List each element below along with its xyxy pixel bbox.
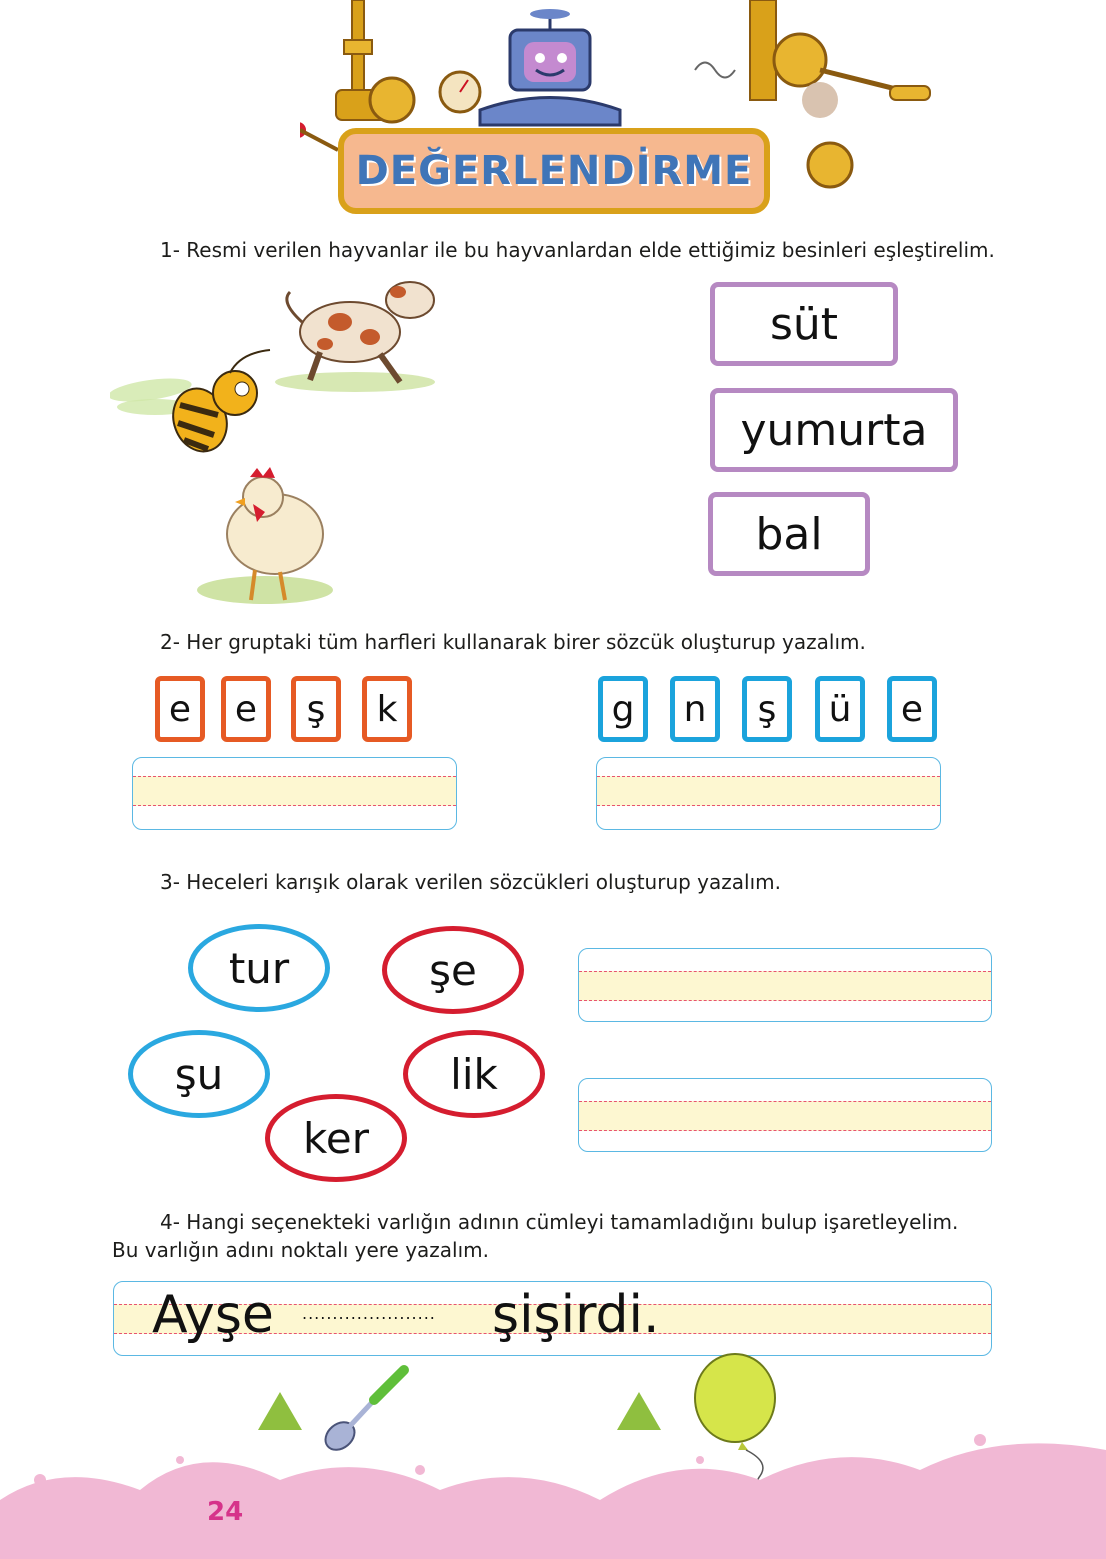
chicken-illustration — [195, 462, 335, 612]
question-4-prompt-line2: Bu varlığın adını noktalı yere yazalım. — [112, 1238, 490, 1262]
letter-box — [598, 676, 648, 742]
letter-box — [887, 676, 937, 742]
letter: g — [611, 688, 635, 730]
syllable: şe — [429, 945, 477, 995]
answer-line-word2[interactable] — [578, 1078, 992, 1152]
sentence-end: şişirdi. — [492, 1285, 660, 1345]
letter-box — [362, 676, 412, 742]
word-box-sut[interactable] — [710, 282, 898, 366]
question-4-prompt-line1: 4- Hangi seçenekteki varlığın adının cümleyi tamamladığını bulup işaretleyelim. — [160, 1210, 959, 1234]
letter-box — [155, 676, 205, 742]
syllable: lik — [450, 1049, 498, 1099]
answer-line-group2[interactable] — [596, 757, 941, 830]
answer-line-word1[interactable] — [578, 948, 992, 1022]
letter: e — [900, 688, 924, 730]
letter-box — [815, 676, 865, 742]
bee-illustration — [110, 345, 290, 470]
sentence-blank[interactable]: ...................... — [302, 1304, 436, 1323]
question-3-prompt: 3- Heceleri karışık olarak verilen sözcükleri oluşturup yazalım. — [160, 870, 781, 894]
cow-illustration — [270, 272, 450, 402]
pink-splash-decoration — [0, 1420, 1106, 1559]
letter-box — [291, 676, 341, 742]
syllable-bubble — [403, 1030, 545, 1118]
word-box-bal[interactable] — [708, 492, 870, 576]
syllable: ker — [303, 1113, 369, 1163]
letter-box — [221, 676, 271, 742]
letter: k — [376, 688, 398, 730]
syllable: şu — [174, 1049, 224, 1099]
section-title-banner — [338, 128, 770, 214]
letter-box — [742, 676, 792, 742]
word-label: bal — [755, 508, 823, 560]
question-1-prompt: 1- Resmi verilen hayvanlar ile bu hayvanlardan elde ettiğimiz besinleri eşleştirelim. — [160, 238, 995, 262]
syllable-bubble — [188, 924, 330, 1012]
answer-line-group1[interactable] — [132, 757, 457, 830]
syllable-bubble — [265, 1094, 407, 1182]
syllable: tur — [228, 943, 290, 993]
letter: ü — [828, 688, 852, 730]
letter: n — [683, 688, 707, 730]
syllable-bubble — [128, 1030, 270, 1118]
page-number: 24 — [207, 1497, 244, 1527]
word-box-yumurta[interactable] — [710, 388, 958, 472]
word-label: yumurta — [740, 404, 928, 456]
letter: e — [168, 688, 192, 730]
syllable-bubble — [382, 926, 524, 1014]
sentence-start: Ayşe — [152, 1285, 274, 1345]
word-label: süt — [769, 298, 839, 350]
letter: e — [234, 688, 258, 730]
letter: ş — [757, 688, 777, 730]
letter: ş — [306, 688, 326, 730]
letter-box — [670, 676, 720, 742]
section-title: DEĞERLENDİRME — [355, 148, 753, 194]
question-2-prompt: 2- Her gruptaki tüm harfleri kullanarak birer sözcük oluşturup yazalım. — [160, 630, 866, 654]
